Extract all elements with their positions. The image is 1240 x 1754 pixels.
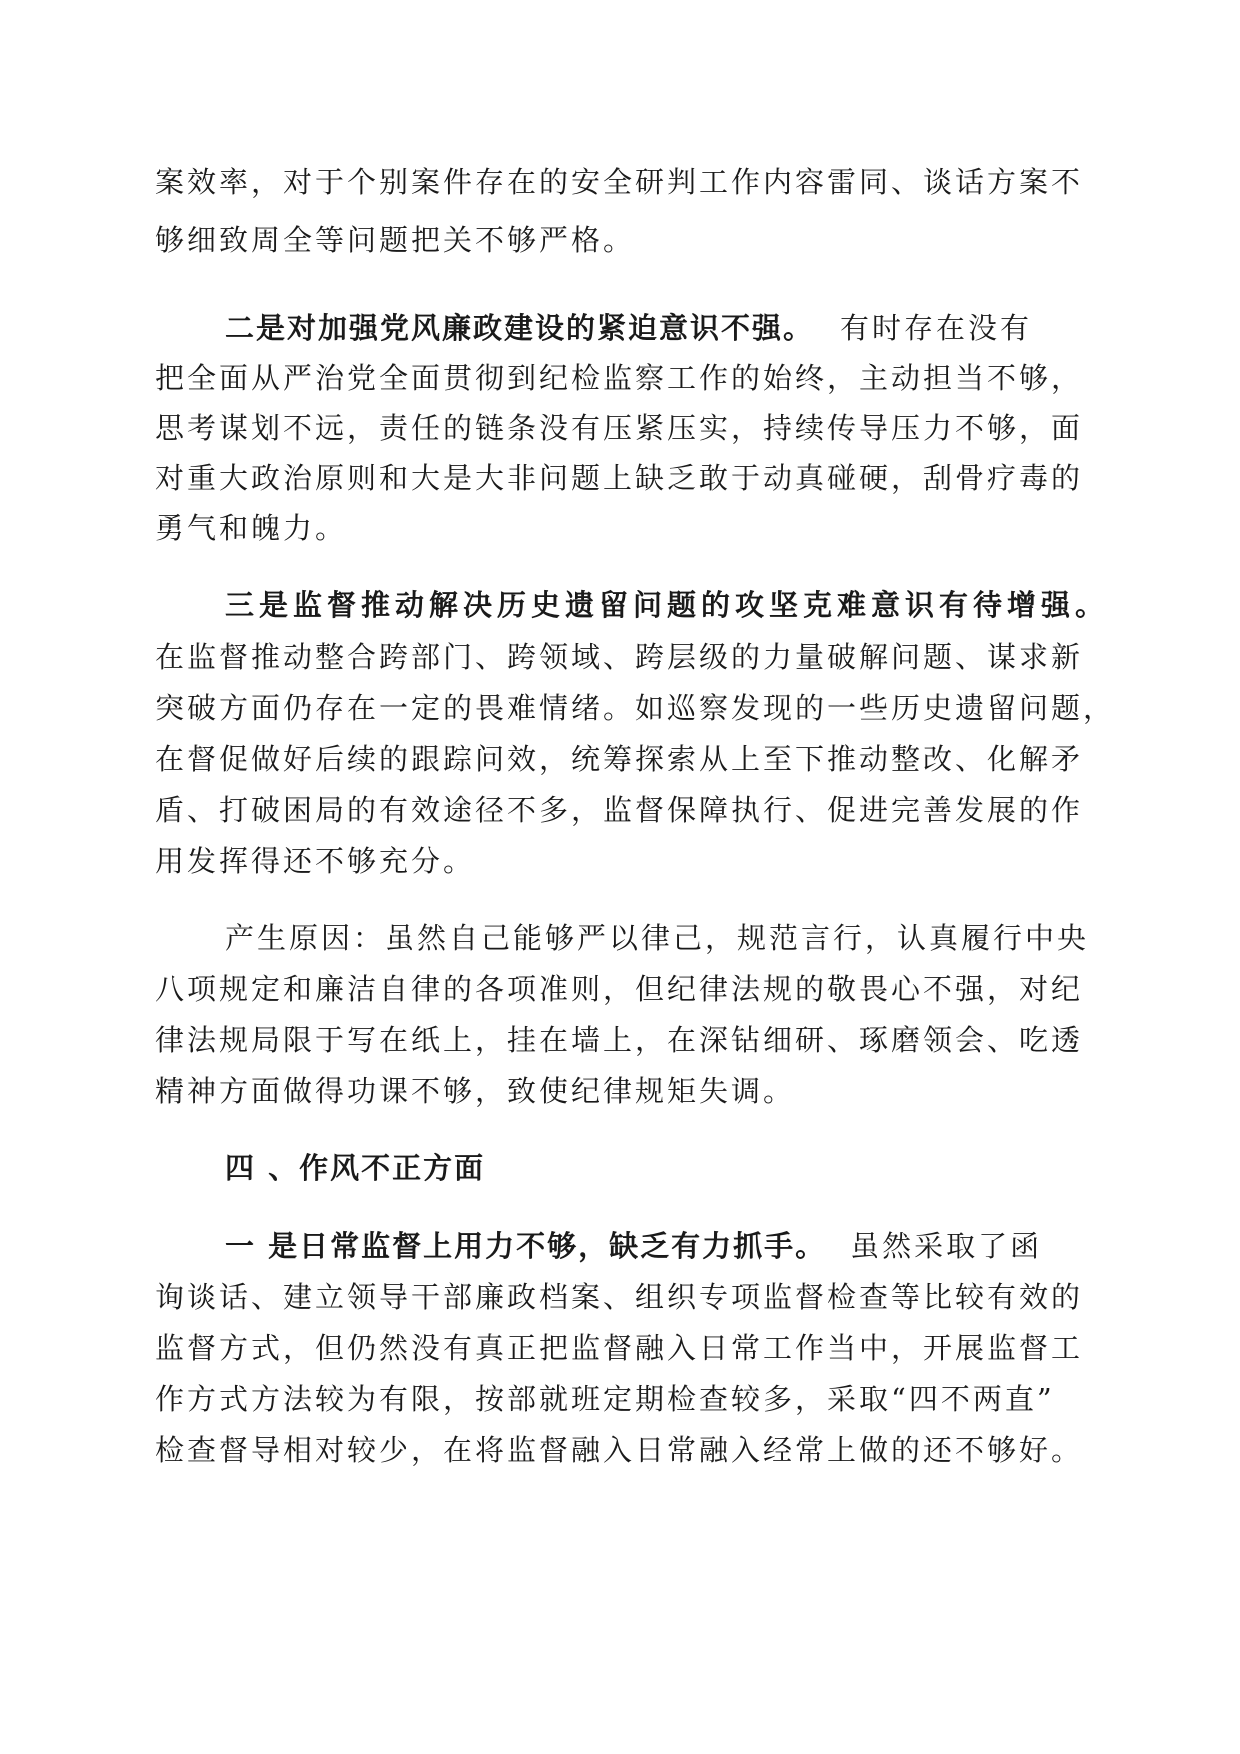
paragraph-5-line-4: 作方式方法较为有限，按部就班定期检查较多，采取“四不两直” (155, 1382, 1055, 1416)
paragraph-3-line-1: 在监督推动整合跨部门、跨领域、跨层级的力量破解问题、谋求新 (155, 640, 1084, 674)
paragraph-3-line-2: 突破方面仍存在一定的畏难情绪。如巡察发现的一些历史遗留问题， (155, 691, 1116, 725)
paragraph-2-line-3: 思考谋划不远，责任的链条没有压紧压实，持续传导压力不够，面 (155, 411, 1084, 445)
paragraph-4-line-2: 八项规定和廉洁自律的各项准则，但纪律法规的敬畏心不强，对纪 (155, 972, 1084, 1006)
paragraph-5-first-line-text: 虽然采取了函 (850, 1229, 1043, 1263)
paragraph-1-line-1: 案效率，对于个别案件存在的安全研判工作内容雷同、谈话方案不 (155, 165, 1084, 199)
paragraph-2-line-1 (225, 308, 1032, 348)
paragraph-5-line-5: 检查督导相对较少，在将监督融入日常融入经常上做的还不够好。 (155, 1433, 1084, 1467)
paragraph-2-first-line-text: 有时存在没有 (840, 311, 1033, 345)
paragraph-2-line-4: 对重大政治原则和大是大非问题上缺乏敢于动真碰硬，刮骨疗毒的 (155, 461, 1084, 495)
paragraph-2-line-2: 把全面从严治党全面贯彻到纪检监察工作的始终，主动担当不够， (155, 361, 1084, 395)
paragraph-5-line-3: 监督方式，但仍然没有真正把监督融入日常工作当中，开展监督工 (155, 1331, 1084, 1365)
section-4-heading: 四 、作风不正方面 (225, 1151, 486, 1185)
paragraph-4-line-1: 产生原因：虽然自己能够严以律己，规范言行，认真履行中央 (225, 921, 1090, 955)
paragraph-3-line-3: 在督促做好后续的跟踪问效，统筹探索从上至下推动整改、化解矛 (155, 742, 1084, 776)
paragraph-5-heading: 一 是日常监督上用力不够，缺乏有力抓手。 (225, 1229, 827, 1263)
paragraph-3-heading: 三是监督推动解决历史遗留问题的攻坚克难意识有待增强。 (225, 588, 1110, 622)
paragraph-4-line-4: 精神方面做得功课不够，致使纪律规矩失调。 (155, 1074, 796, 1108)
paragraph-3-line-5: 用发挥得还不够充分。 (155, 844, 476, 878)
paragraph-2-line-5: 勇气和魄力。 (155, 511, 348, 545)
paragraph-3-line-4: 盾、打破困局的有效途径不多，监督保障执行、促进完善发展的作 (155, 793, 1084, 827)
paragraph-1-line-2: 够细致周全等问题把关不够严格。 (155, 223, 636, 257)
paragraph-5-line-2: 询谈话、建立领导干部廉政档案、组织专项监督检查等比较有效的 (155, 1280, 1084, 1314)
paragraph-2-heading: 二是对加强党风廉政建设的紧迫意识不强。 (225, 311, 815, 345)
paragraph-4-line-3: 律法规局限于写在纸上，挂在墙上，在深钻细研、琢磨领会、吃透 (155, 1023, 1084, 1057)
paragraph-5-line-1 (225, 1226, 1042, 1266)
